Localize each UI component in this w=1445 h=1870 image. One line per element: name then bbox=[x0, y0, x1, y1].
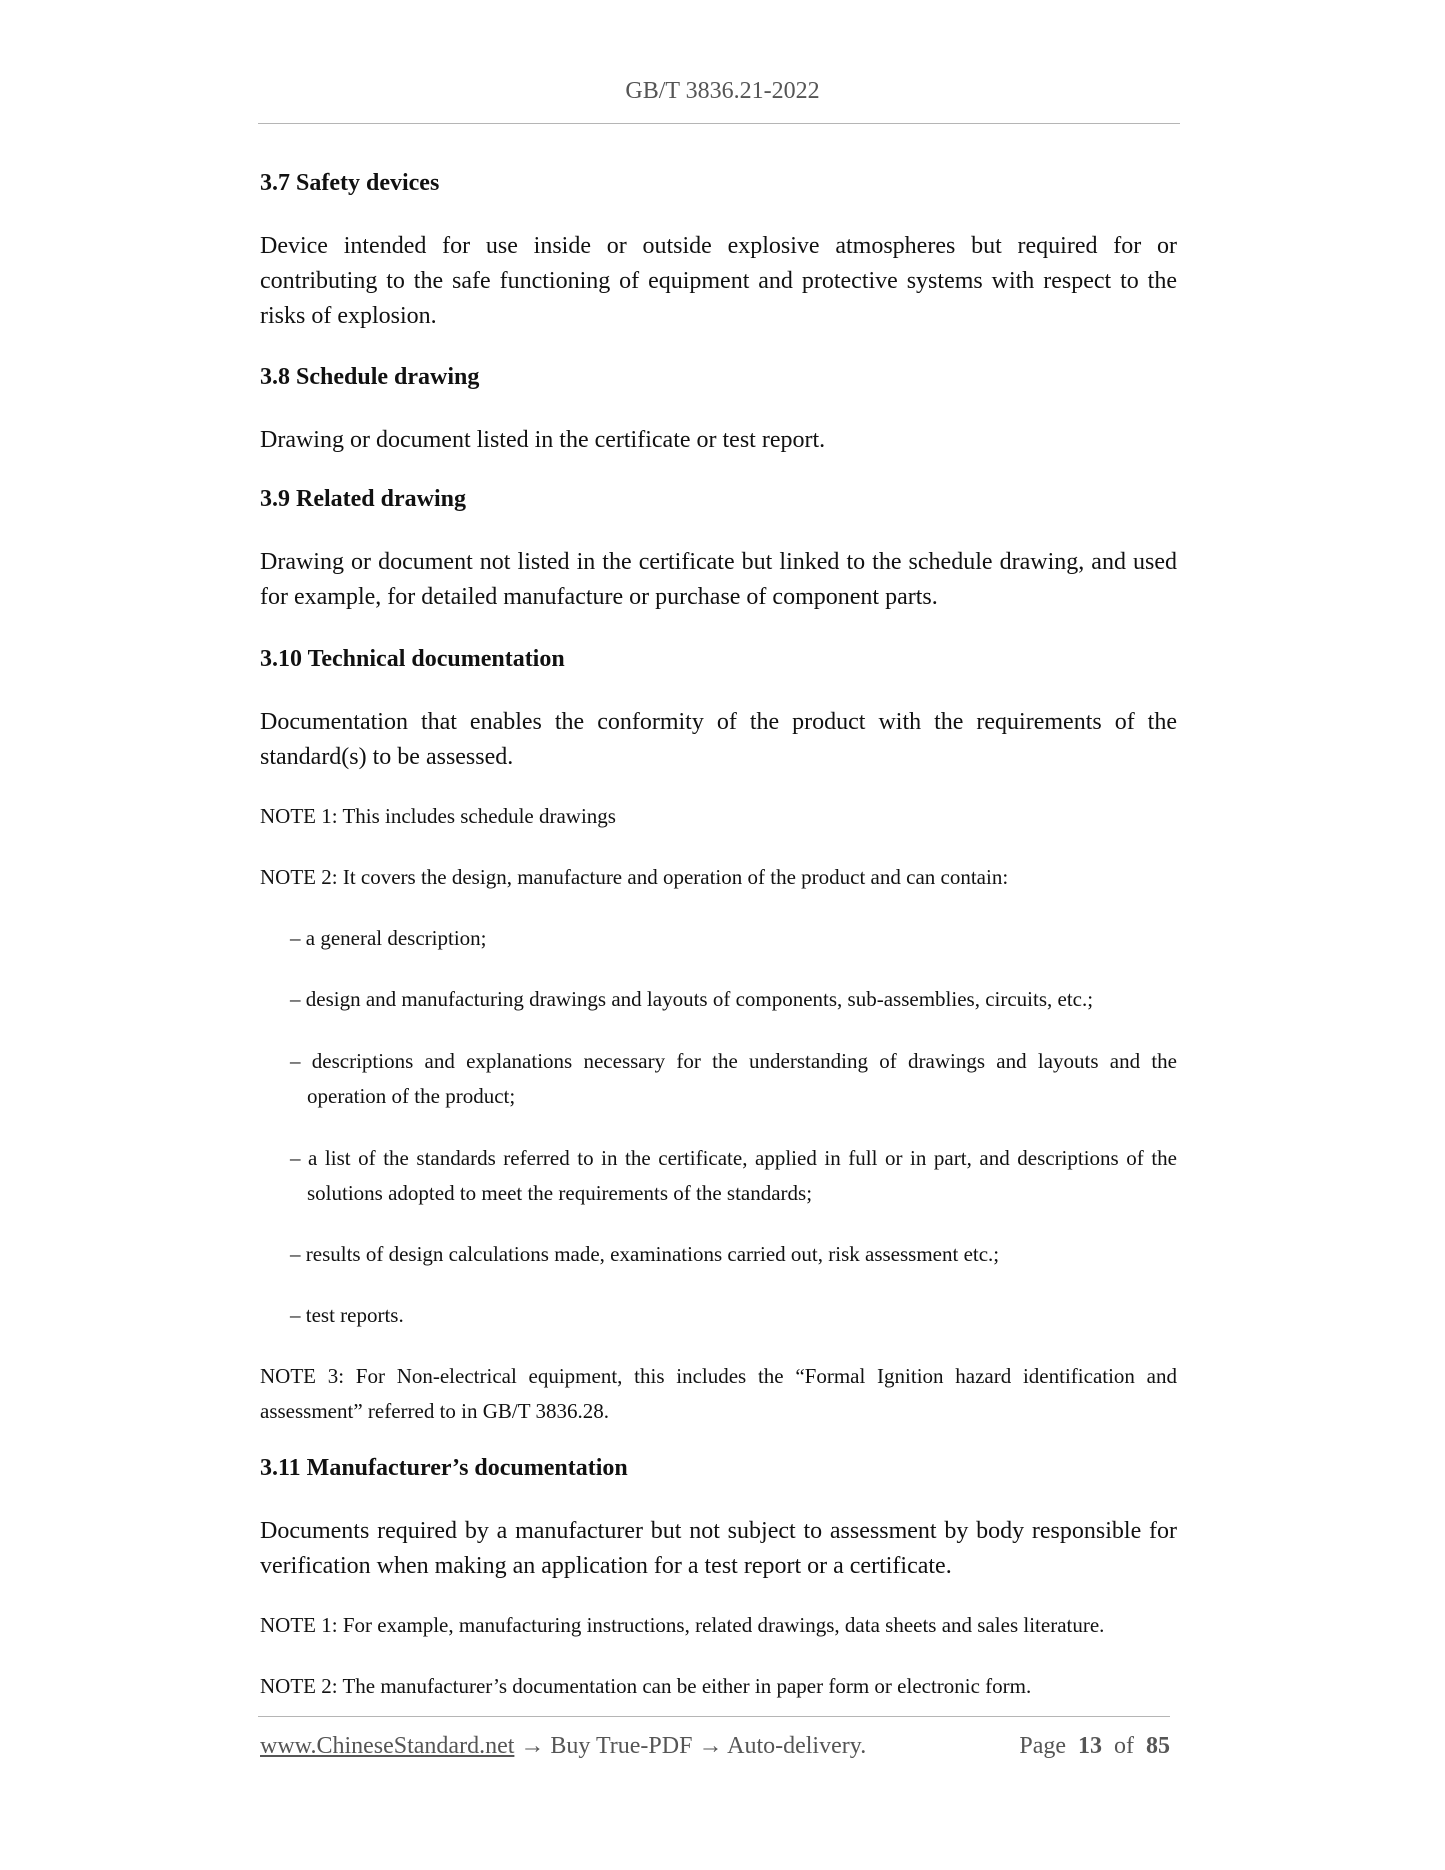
list-item: – a list of the standards referred to in the certificate, applied in full or in part, and descriptions of the solutions adopted to meet the requirements of the standards; bbox=[290, 1146, 1177, 1205]
section-3-11-note-1: NOTE 1: For example, manufacturing instructions, related drawings, data sheets and sales literature. bbox=[260, 1613, 1105, 1637]
section-3-10-body: Documentation that enables the conformity of the product with the requirements of the standard(s) to be assessed. bbox=[260, 709, 1177, 770]
page-label: Page bbox=[1019, 1733, 1066, 1759]
section-3-11-body: Documents required by a manufacturer but not subject to assessment by body responsible for verification when making an application for a test report or a certificate. bbox=[260, 1518, 1177, 1579]
list-item: – a general description; bbox=[290, 926, 487, 950]
page-footer bbox=[260, 1733, 1170, 1767]
list-item: – test reports. bbox=[290, 1303, 404, 1327]
page-number bbox=[1019, 1733, 1170, 1760]
footer-divider bbox=[258, 1716, 1170, 1717]
section-3-10-heading: 3.10 Technical documentation bbox=[260, 646, 565, 672]
section-3-7-body: Device intended for use inside or outside explosive atmospheres but required for or contributing to the safe functioning of equipment and protective systems with respect to the risks of explosion. bbox=[260, 233, 1177, 329]
header-divider bbox=[258, 123, 1180, 124]
section-3-9-body: Drawing or document not listed in the certificate but linked to the schedule drawing, and used for example, for detailed manufacture or purchase of component parts. bbox=[260, 549, 1177, 610]
section-3-11-note-2: NOTE 2: The manufacturer’s documentation can be either in paper form or electronic form. bbox=[260, 1674, 1032, 1698]
section-3-7-heading: 3.7 Safety devices bbox=[260, 170, 440, 196]
section-3-11-heading: 3.11 Manufacturer’s documentation bbox=[260, 1455, 628, 1481]
website-link[interactable]: www.ChineseStandard.net bbox=[260, 1733, 515, 1759]
list-item: – descriptions and explanations necessary for the understanding of drawings and layouts and the operation of the product; bbox=[290, 1049, 1177, 1108]
section-3-10-note-2: NOTE 2: It covers the design, manufacture and operation of the product and can contain: bbox=[260, 865, 1009, 889]
list-item: – design and manufacturing drawings and layouts of components, sub-assemblies, circuits, etc.; bbox=[290, 987, 1094, 1011]
of-label: of bbox=[1114, 1733, 1134, 1759]
current-page: 13 bbox=[1078, 1733, 1102, 1759]
section-3-10-note-3: NOTE 3: For Non-electrical equipment, this includes the “Formal Ignition hazard identification and assessment” referred to in GB/T 3836.28. bbox=[260, 1364, 1177, 1423]
section-3-8-body: Drawing or document listed in the certificate or test report. bbox=[260, 427, 826, 453]
total-pages: 85 bbox=[1146, 1733, 1170, 1759]
page-header-title: GB/T 3836.21-2022 bbox=[625, 78, 820, 104]
footer-promo bbox=[260, 1733, 866, 1760]
section-3-10-note-1: NOTE 1: This includes schedule drawings bbox=[260, 804, 616, 828]
footer-promo-text: → Buy True-PDF → Auto-delivery. bbox=[514, 1733, 867, 1759]
section-3-9-heading: 3.9 Related drawing bbox=[260, 486, 466, 512]
section-3-8-heading: 3.8 Schedule drawing bbox=[260, 364, 480, 390]
list-item: – results of design calculations made, examinations carried out, risk assessment etc.; bbox=[290, 1242, 1000, 1266]
